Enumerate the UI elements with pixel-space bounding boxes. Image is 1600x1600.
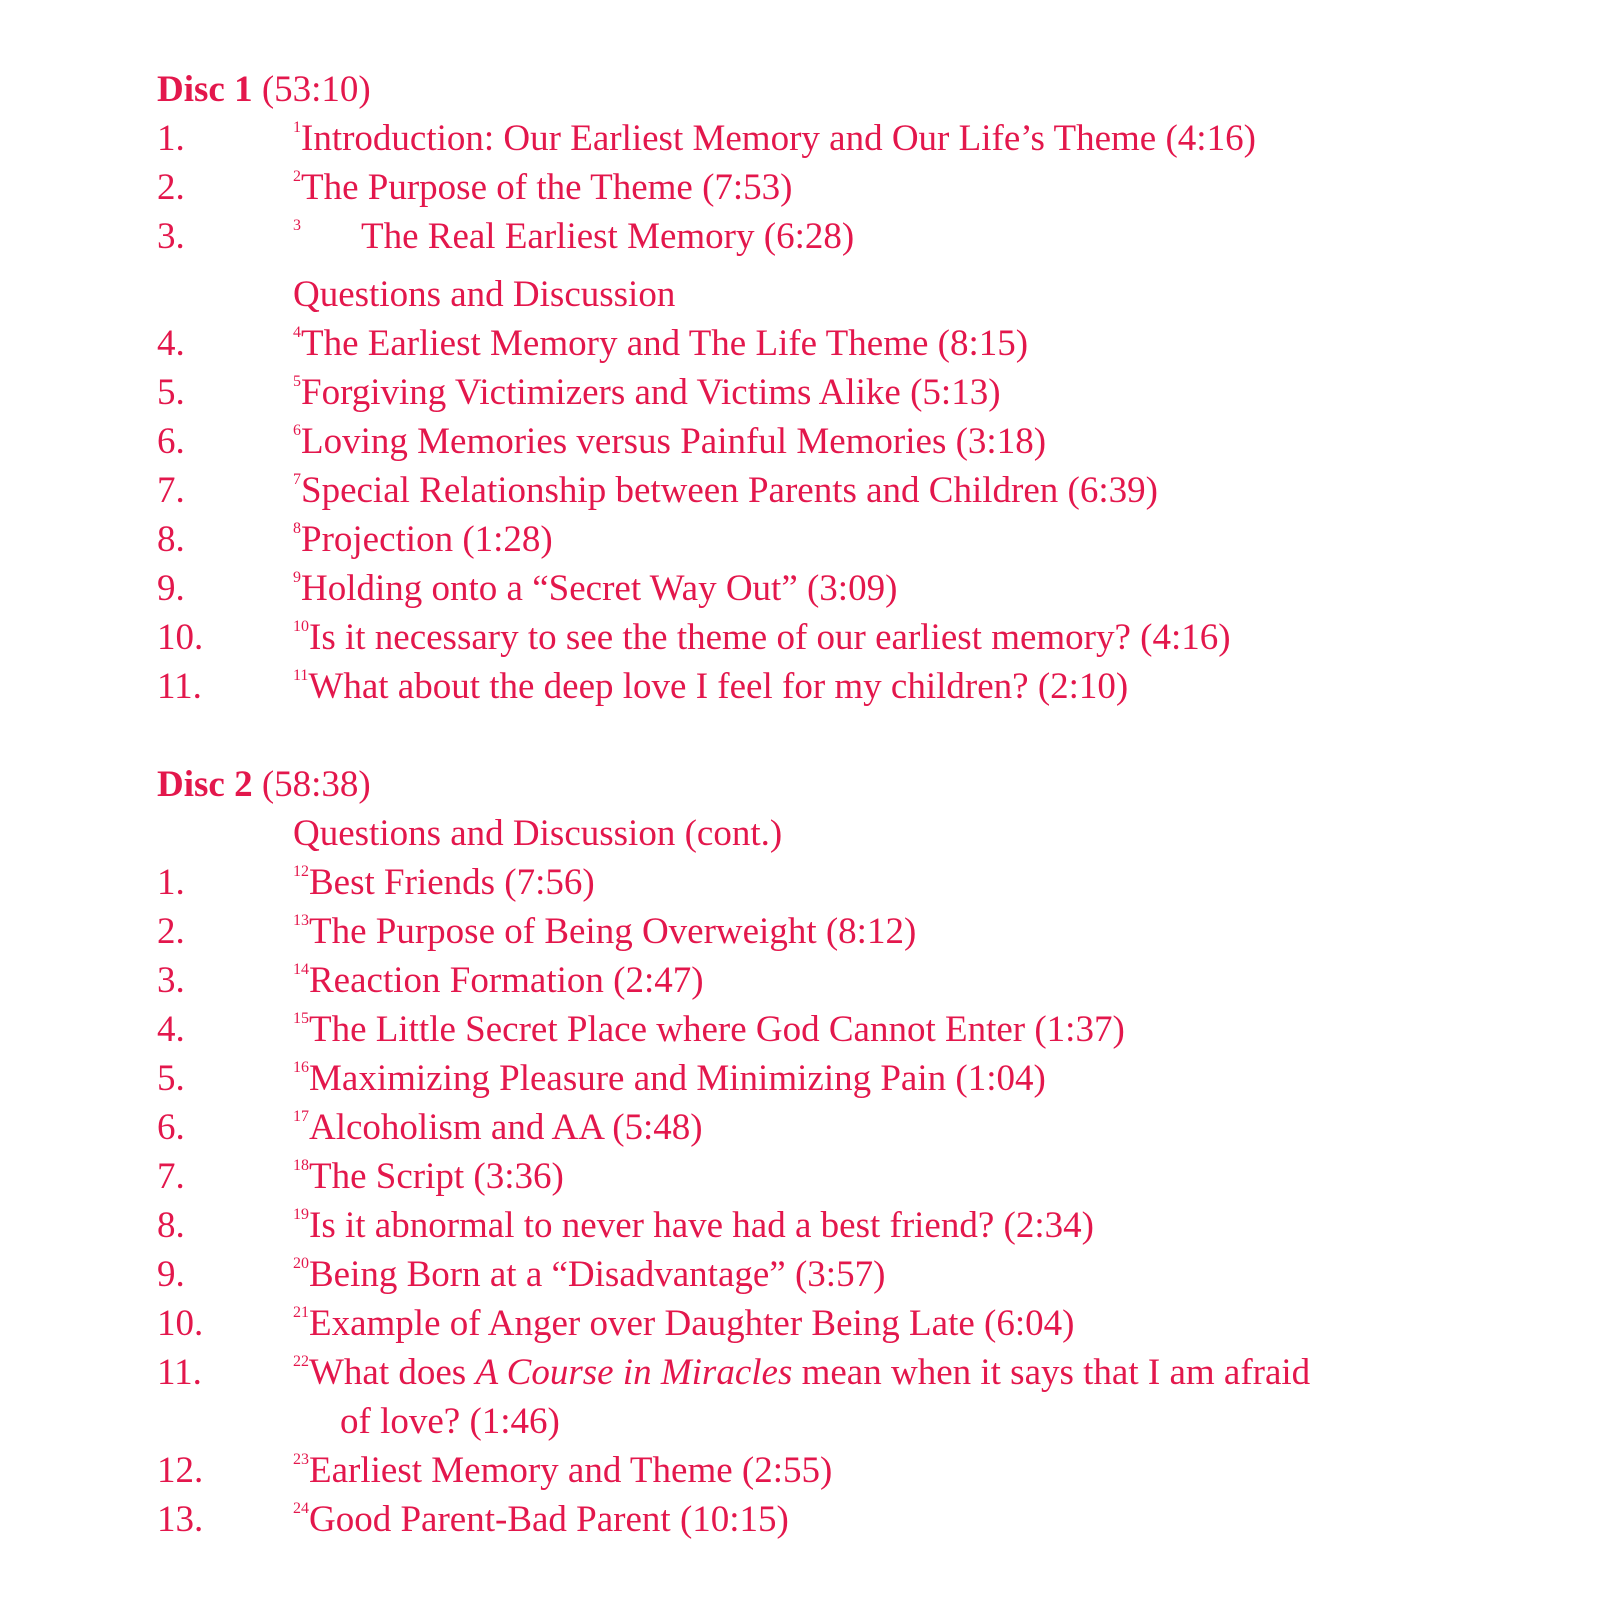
track-title: Maximizing Pleasure and Minimizing Pain (1:04) (309, 1058, 1046, 1099)
footnote-marker: 3 (293, 217, 301, 234)
track-title: Projection (1:28) (301, 519, 553, 560)
track-title: Good Parent-Bad Parent (10:15) (309, 1499, 789, 1540)
track-number: 4. (157, 323, 185, 364)
track-entry (293, 466, 1158, 515)
track-row (157, 1446, 1457, 1495)
section-title: Questions and Discussion (293, 274, 676, 315)
section-heading (157, 809, 1457, 858)
track-title: Reaction Formation (2:47) (309, 960, 704, 1001)
track-entry (293, 515, 553, 564)
track-row (157, 368, 1457, 417)
footnote-marker: 21 (293, 1304, 309, 1321)
footnote-marker: 2 (293, 168, 301, 185)
track-row (157, 564, 1457, 613)
track-title: Introduction: Our Earliest Memory and Our Life’s Theme (4:16) (301, 118, 1256, 159)
track-entry (293, 907, 916, 956)
track-entry (293, 1152, 564, 1201)
track-title: What about the deep love I feel for my children? (2:10) (308, 666, 1129, 707)
track-title: Example of Anger over Daughter Being Late (6:04) (309, 1303, 1075, 1344)
track-title: The Real Earliest Memory (6:28) (361, 216, 855, 257)
footnote-marker: 12 (293, 863, 309, 880)
track-entry (293, 212, 854, 261)
track-entry (293, 858, 595, 907)
track-number: 9. (157, 568, 185, 609)
track-number: 7. (157, 470, 185, 511)
section-heading (157, 270, 1457, 319)
track-title: The Earliest Memory and The Life Theme (8:15) (301, 323, 1029, 364)
track-number: 5. (157, 372, 185, 413)
track-entry (293, 564, 897, 613)
track-row (157, 163, 1457, 212)
track-row (157, 662, 1457, 711)
footnote-marker: 15 (293, 1010, 309, 1027)
track-row (157, 613, 1457, 662)
footnote-marker: 16 (293, 1059, 309, 1076)
track-row (157, 1250, 1457, 1299)
track-row (157, 1152, 1457, 1201)
track-number: 4. (157, 1009, 185, 1050)
track-title: The Purpose of the Theme (7:53) (301, 167, 793, 208)
track-entry (293, 163, 793, 212)
track-number: 11. (157, 1352, 202, 1393)
disc-duration: (58:38) (261, 764, 371, 805)
track-row (157, 1495, 1457, 1544)
footnote-marker: 19 (293, 1206, 309, 1223)
track-title: Forgiving Victimizers and Victims Alike (5:13) (301, 372, 1001, 413)
track-number: 8. (157, 519, 185, 560)
track-number: 2. (157, 911, 185, 952)
track-entry (293, 1250, 885, 1299)
track-row (157, 466, 1457, 515)
track-number: 13. (157, 1499, 204, 1540)
track-row (157, 1005, 1457, 1054)
track-title: Being Born at a “Disadvantage” (3:57) (309, 1254, 886, 1295)
footnote-marker: 20 (293, 1255, 309, 1272)
disc-duration: (53:10) (261, 69, 371, 110)
track-number: 6. (157, 421, 185, 462)
track-row (157, 212, 1457, 261)
track-title: The Purpose of Being Overweight (8:12) (309, 911, 917, 952)
footnote-marker: 14 (293, 961, 309, 978)
footnote-marker: 18 (293, 1157, 309, 1174)
track-entry (293, 662, 1128, 711)
track-entry (293, 1495, 789, 1544)
track-entry (293, 1054, 1046, 1103)
track-title-start: What does (309, 1352, 476, 1393)
track-entry (293, 1446, 832, 1495)
footnote-marker: 13 (293, 912, 309, 929)
footnote-marker: 23 (293, 1451, 309, 1468)
footnote-marker: 11 (293, 667, 309, 684)
track-entry (293, 417, 1046, 466)
footnote-marker: 4 (293, 324, 301, 341)
track-number: 3. (157, 216, 185, 257)
track-title: Alcoholism and AA (5:48) (309, 1107, 703, 1148)
track-row (157, 907, 1457, 956)
disc-label: Disc 1 (157, 69, 253, 110)
track-entry (293, 1299, 1074, 1348)
track-title: The Script (3:36) (309, 1156, 564, 1197)
track-title: Special Relationship between Parents and Children (6:39) (301, 470, 1158, 511)
track-row (157, 1103, 1457, 1152)
track-entry (293, 114, 1256, 163)
footnote-marker: 8 (293, 520, 301, 537)
track-number: 12. (157, 1450, 204, 1491)
footnote-marker: 24 (293, 1500, 309, 1517)
track-entry (293, 613, 1231, 662)
track-row (157, 1201, 1457, 1250)
track-entry (293, 1201, 1094, 1250)
track-row (157, 515, 1457, 564)
track-number: 5. (157, 1058, 185, 1099)
track-number: 7. (157, 1156, 185, 1197)
track-row (157, 956, 1457, 1005)
track-number: 9. (157, 1254, 185, 1295)
track-row (157, 858, 1457, 907)
track-entry (293, 368, 1001, 417)
track-row (157, 1299, 1457, 1348)
track-number: 8. (157, 1205, 185, 1246)
footnote-marker: 9 (293, 569, 301, 586)
track-entry (293, 956, 704, 1005)
track-title: Is it necessary to see the theme of our earliest memory? (4:16) (309, 617, 1231, 658)
track-entry (293, 1348, 1310, 1397)
track-title: The Little Secret Place where God Cannot Enter (1:37) (309, 1009, 1125, 1050)
book-title: A Course in Miracles (475, 1352, 793, 1393)
track-entry (293, 1005, 1125, 1054)
track-title: Is it abnormal to never have had a best friend? (2:34) (309, 1205, 1094, 1246)
track-listing (157, 65, 1457, 1544)
track-row (157, 319, 1457, 368)
footnote-marker: 22 (293, 1353, 309, 1370)
track-number: 10. (157, 1303, 204, 1344)
footnote-marker: 10 (293, 618, 309, 635)
track-number: 3. (157, 960, 185, 1001)
footnote-marker: 7 (293, 471, 301, 488)
track-row (157, 1054, 1457, 1103)
track-row (157, 417, 1457, 466)
disc-2-heading (157, 760, 1457, 809)
track-number: 2. (157, 167, 185, 208)
track-number: 1. (157, 118, 185, 159)
track-title: Earliest Memory and Theme (2:55) (309, 1450, 833, 1491)
track-row-continuation (157, 1397, 1457, 1446)
track-row (157, 114, 1457, 163)
track-title: Loving Memories versus Painful Memories (3:18) (301, 421, 1047, 462)
track-entry (293, 319, 1028, 368)
footnote-marker: 17 (293, 1108, 309, 1125)
disc-label: Disc 2 (157, 764, 253, 805)
track-row (157, 1348, 1457, 1397)
track-title-end: mean when it says that I am afraid (792, 1352, 1311, 1393)
track-entry (293, 1103, 703, 1152)
footnote-marker: 1 (293, 119, 301, 136)
section-title: Questions and Discussion (cont.) (293, 813, 783, 854)
track-title: Holding onto a “Secret Way Out” (3:09) (301, 568, 898, 609)
track-title: Best Friends (7:56) (309, 862, 595, 903)
track-number: 10. (157, 617, 204, 658)
footnote-marker: 6 (293, 422, 301, 439)
footnote-marker: 5 (293, 373, 301, 390)
track-number: 11. (157, 666, 202, 707)
track-title-continuation: of love? (1:46) (340, 1401, 560, 1442)
disc-1-heading (157, 65, 1457, 114)
track-number: 6. (157, 1107, 185, 1148)
track-number: 1. (157, 862, 185, 903)
